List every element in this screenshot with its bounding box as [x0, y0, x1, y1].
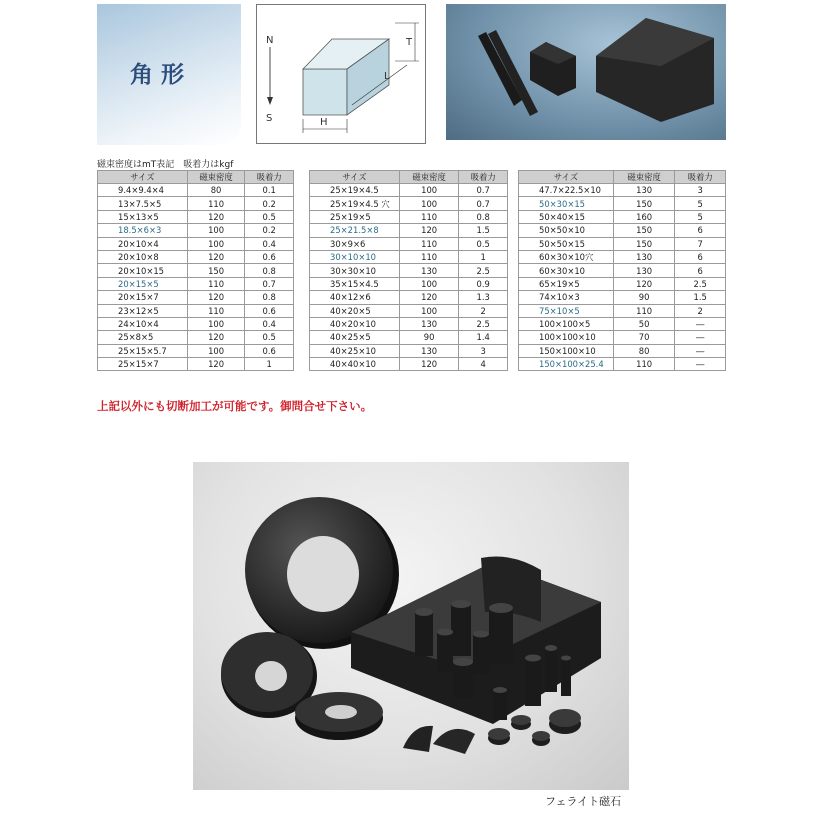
force-cell: 1 [459, 250, 508, 263]
force-cell: 2.5 [459, 264, 508, 277]
table-row [310, 210, 508, 223]
size-cell: 9.4×9.4×4 [98, 184, 188, 197]
flux-cell: 110 [187, 304, 245, 317]
table-row [98, 317, 294, 330]
force-cell: 2.5 [459, 317, 508, 330]
block-magnet-diagram [257, 5, 425, 143]
flux-cell: 100 [187, 224, 245, 237]
force-cell: 0.7 [459, 184, 508, 197]
size-cell: 20×15×5 [98, 277, 188, 290]
north-label: N [266, 35, 274, 46]
force-cell: 1.4 [459, 331, 508, 344]
force-cell: 6 [675, 250, 726, 263]
flux-cell: 70 [613, 331, 675, 344]
column-header-size: サイズ [98, 171, 188, 184]
table-row [310, 291, 508, 304]
table-row [98, 210, 294, 223]
size-cell: 30×9×6 [310, 237, 400, 250]
size-cell: 25×15×5.7 [98, 344, 188, 357]
flux-cell: 130 [613, 250, 675, 263]
size-cell: 150×100×10 [519, 344, 614, 357]
table-row [519, 331, 726, 344]
size-cell: 50×40×15 [519, 210, 614, 223]
table-row [98, 277, 294, 290]
photo-caption: フェライト磁石 [545, 795, 622, 808]
force-cell: ― [675, 331, 726, 344]
table-row [519, 344, 726, 357]
table-row [310, 317, 508, 330]
table-row [519, 291, 726, 304]
flux-cell: 150 [613, 224, 675, 237]
flux-cell: 120 [187, 210, 245, 223]
flux-cell: 100 [187, 237, 245, 250]
flux-cell: 130 [399, 317, 459, 330]
force-cell: 0.6 [245, 304, 294, 317]
column-header-holding-force: 吸着力 [675, 171, 726, 184]
force-cell: 0.5 [245, 210, 294, 223]
force-cell: 0.4 [245, 317, 294, 330]
table-row [310, 264, 508, 277]
size-cell: 100×100×10 [519, 331, 614, 344]
table-row [519, 317, 726, 330]
table-row [98, 224, 294, 237]
flux-cell: 80 [613, 344, 675, 357]
table-row [519, 210, 726, 223]
table-row [519, 304, 726, 317]
force-cell: 0.4 [245, 237, 294, 250]
thickness-label: T [406, 37, 413, 48]
unit-note: 磁束密度はmT表記 吸着力はkgf [97, 160, 234, 170]
flux-cell: 100 [399, 197, 459, 210]
table-row [98, 264, 294, 277]
force-cell: 0.7 [245, 277, 294, 290]
flux-cell: 150 [613, 197, 675, 210]
size-cell: 30×10×10 [310, 250, 400, 263]
force-cell: 0.9 [459, 277, 508, 290]
table-row [310, 304, 508, 317]
size-cell: 40×20×5 [310, 304, 400, 317]
force-cell: 0.5 [245, 331, 294, 344]
flux-cell: 110 [399, 250, 459, 263]
dimension-diagram [256, 4, 426, 144]
table-row [519, 197, 726, 210]
flux-cell: 110 [613, 304, 675, 317]
table-row [310, 237, 508, 250]
force-cell: 3 [675, 184, 726, 197]
column-header-flux-density: 磁束密度 [613, 171, 675, 184]
flux-cell: 120 [187, 358, 245, 371]
force-cell: 5 [675, 210, 726, 223]
page-title: 角形 [130, 62, 192, 88]
force-cell: 4 [459, 358, 508, 371]
table-row [98, 197, 294, 210]
spec-table-1 [97, 170, 294, 371]
force-cell: ― [675, 358, 726, 371]
force-cell: 2 [675, 304, 726, 317]
size-cell: 13×7.5×5 [98, 197, 188, 210]
flux-cell: 120 [399, 291, 459, 304]
table-row [98, 331, 294, 344]
flux-cell: 50 [613, 317, 675, 330]
size-cell: 20×10×8 [98, 250, 188, 263]
size-cell: 24×10×4 [98, 317, 188, 330]
flux-cell: 150 [613, 237, 675, 250]
flux-cell: 130 [613, 264, 675, 277]
table-row [310, 250, 508, 263]
table-row [519, 250, 726, 263]
force-cell: 0.5 [459, 237, 508, 250]
flux-cell: 120 [613, 277, 675, 290]
table-row [98, 250, 294, 263]
table-row [310, 224, 508, 237]
table-row [98, 304, 294, 317]
size-cell: 15×13×5 [98, 210, 188, 223]
table-row [310, 184, 508, 197]
force-cell: 1.5 [459, 224, 508, 237]
size-cell: 40×12×6 [310, 291, 400, 304]
size-cell: 25×21.5×8 [310, 224, 400, 237]
flux-cell: 120 [399, 224, 459, 237]
flux-cell: 130 [399, 344, 459, 357]
flux-cell: 130 [613, 184, 675, 197]
size-cell: 50×50×10 [519, 224, 614, 237]
flux-cell: 100 [399, 184, 459, 197]
size-cell: 25×15×7 [98, 358, 188, 371]
size-cell: 23×12×5 [98, 304, 188, 317]
force-cell: 7 [675, 237, 726, 250]
spec-table-3 [518, 170, 726, 371]
flux-cell: 110 [187, 197, 245, 210]
flux-cell: 90 [399, 331, 459, 344]
table-header-row [310, 171, 508, 184]
flux-cell: 150 [187, 264, 245, 277]
flux-cell: 110 [187, 277, 245, 290]
column-header-holding-force: 吸着力 [459, 171, 508, 184]
size-cell: 65×19×5 [519, 277, 614, 290]
force-cell: 1 [245, 358, 294, 371]
size-cell: 20×10×4 [98, 237, 188, 250]
column-header-size: サイズ [519, 171, 614, 184]
table-row [98, 344, 294, 357]
force-cell: 0.1 [245, 184, 294, 197]
table-row [98, 237, 294, 250]
force-cell: ― [675, 344, 726, 357]
size-cell: 50×30×15 [519, 197, 614, 210]
flux-cell: 80 [187, 184, 245, 197]
flux-cell: 120 [187, 331, 245, 344]
size-cell: 25×19×5 [310, 210, 400, 223]
size-cell: 60×30×10 [519, 264, 614, 277]
ferrite-magnets-photo [193, 462, 629, 790]
size-cell: 47.7×22.5×10 [519, 184, 614, 197]
flux-cell: 100 [187, 317, 245, 330]
size-cell: 20×15×7 [98, 291, 188, 304]
force-cell: 2.5 [675, 277, 726, 290]
force-cell: 1.5 [675, 291, 726, 304]
force-cell: ― [675, 317, 726, 330]
flux-cell: 120 [399, 358, 459, 371]
table-row [519, 224, 726, 237]
size-cell: 25×19×4.5 穴 [310, 197, 400, 210]
force-cell: 3 [459, 344, 508, 357]
size-cell: 75×10×5 [519, 304, 614, 317]
table-header-row [98, 171, 294, 184]
column-header-holding-force: 吸着力 [245, 171, 294, 184]
flux-cell: 100 [187, 344, 245, 357]
force-cell: 0.8 [245, 264, 294, 277]
force-cell: 1.3 [459, 291, 508, 304]
flux-cell: 110 [399, 237, 459, 250]
table-row [519, 264, 726, 277]
flux-cell: 110 [399, 210, 459, 223]
table-row [310, 344, 508, 357]
force-cell: 0.2 [245, 197, 294, 210]
table-row [519, 237, 726, 250]
force-cell: 0.6 [245, 344, 294, 357]
size-cell: 20×10×15 [98, 264, 188, 277]
flux-cell: 100 [399, 277, 459, 290]
force-cell: 2 [459, 304, 508, 317]
size-cell: 30×30×10 [310, 264, 400, 277]
flux-cell: 130 [399, 264, 459, 277]
flux-cell: 160 [613, 210, 675, 223]
custom-cutting-note: 上記以外にも切断加工が可能です。御問合せ下さい。 [97, 399, 373, 413]
table-row [310, 197, 508, 210]
table-row [98, 291, 294, 304]
size-cell: 40×40×10 [310, 358, 400, 371]
table-row [519, 277, 726, 290]
force-cell: 0.8 [245, 291, 294, 304]
size-cell: 40×20×10 [310, 317, 400, 330]
table-header-row [519, 171, 726, 184]
force-cell: 6 [675, 264, 726, 277]
table-row [98, 184, 294, 197]
table-row [519, 358, 726, 371]
width-label: H [320, 117, 328, 128]
size-cell: 74×10×3 [519, 291, 614, 304]
size-cell: 100×100×5 [519, 317, 614, 330]
block-magnets-photo [446, 4, 726, 140]
column-header-flux-density: 磁束密度 [187, 171, 245, 184]
length-label: L [384, 71, 390, 82]
table-row [310, 331, 508, 344]
force-cell: 0.6 [245, 250, 294, 263]
size-cell: 40×25×10 [310, 344, 400, 357]
size-cell: 60×30×10穴 [519, 250, 614, 263]
flux-cell: 120 [187, 291, 245, 304]
force-cell: 0.2 [245, 224, 294, 237]
size-cell: 40×25×5 [310, 331, 400, 344]
flux-cell: 120 [187, 250, 245, 263]
force-cell: 0.7 [459, 197, 508, 210]
flux-cell: 90 [613, 291, 675, 304]
flux-cell: 110 [613, 358, 675, 371]
table-row [519, 184, 726, 197]
size-cell: 35×15×4.5 [310, 277, 400, 290]
flux-cell: 100 [399, 304, 459, 317]
size-cell: 18.5×6×3 [98, 224, 188, 237]
force-cell: 6 [675, 224, 726, 237]
size-cell: 150×100×25.4 [519, 358, 614, 371]
table-row [98, 358, 294, 371]
south-label: S [266, 113, 273, 124]
column-header-flux-density: 磁束密度 [399, 171, 459, 184]
force-cell: 0.8 [459, 210, 508, 223]
column-header-size: サイズ [310, 171, 400, 184]
size-cell: 25×8×5 [98, 331, 188, 344]
force-cell: 5 [675, 197, 726, 210]
table-row [310, 358, 508, 371]
size-cell: 25×19×4.5 [310, 184, 400, 197]
size-cell: 50×50×15 [519, 237, 614, 250]
table-row [310, 277, 508, 290]
spec-table-2 [309, 170, 508, 371]
